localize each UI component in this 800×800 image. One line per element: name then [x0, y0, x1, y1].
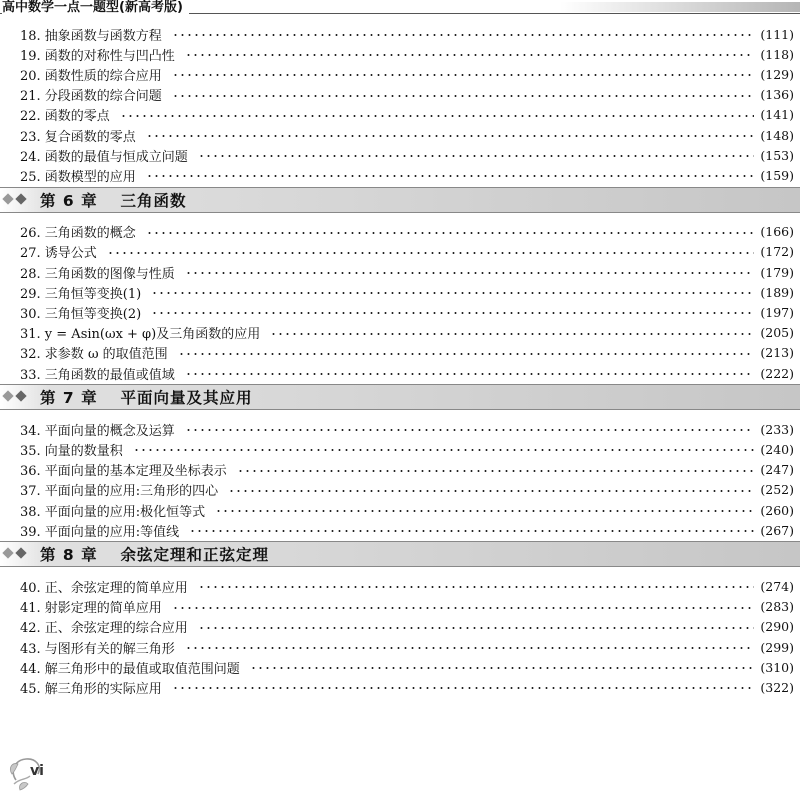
toc-entry-label: 41. 射影定理的简单应用: [20, 601, 162, 617]
toc-entry-label: 38. 平面向量的应用:极化恒等式: [20, 504, 206, 520]
toc-entry[interactable]: [20, 576, 794, 596]
dot-leader: [185, 54, 755, 56]
toc-entry-page: (267): [760, 522, 794, 538]
dot-leader: [172, 687, 755, 689]
toc-entry[interactable]: [20, 222, 794, 242]
toc-entry-label: 23. 复合函数的零点: [20, 129, 136, 145]
dot-leader: [172, 74, 755, 76]
dot-leader: [228, 490, 754, 492]
toc-entry[interactable]: [20, 44, 794, 64]
toc-entry-label: 34. 平面向量的概念及运算: [20, 423, 175, 439]
toc-entry-page: (310): [760, 659, 794, 675]
dot-leader: [198, 627, 755, 629]
chapter-heading: [0, 541, 800, 567]
toc-entry-label: 30. 三角恒等变换(2): [20, 306, 142, 322]
diamond-bullet-icon: [0, 187, 40, 213]
dot-leader: [133, 449, 755, 451]
toc-entry[interactable]: [20, 282, 794, 302]
toc-entry-label: 42. 正、余弦定理的综合应用: [20, 621, 188, 637]
toc-entry[interactable]: [20, 657, 794, 677]
toc-entry[interactable]: [20, 262, 794, 282]
toc-entry-page: (129): [760, 66, 794, 82]
toc-entry-label: 40. 正、余弦定理的简单应用: [20, 580, 188, 596]
dot-leader: [185, 272, 755, 274]
dot-leader: [107, 252, 755, 254]
toc-entry-page: (136): [760, 87, 794, 103]
dot-leader: [151, 292, 754, 294]
toc-entry-label: 26. 三角函数的概念: [20, 226, 136, 242]
toc-entry-label: 29. 三角恒等变换(1): [20, 286, 142, 302]
toc-entry-label: 35. 向量的数量积: [20, 443, 123, 459]
toc-entry-page: (148): [760, 127, 794, 143]
chapter-title: 第 6 章 三角函数: [40, 191, 187, 210]
dot-leader: [270, 333, 754, 335]
toc-entry-page: (141): [760, 107, 794, 123]
dot-leader: [189, 530, 754, 532]
dot-leader: [172, 34, 755, 36]
toc-entry-label: 43. 与图形有关的解三角形: [20, 641, 175, 657]
dot-leader: [198, 155, 755, 157]
dot-leader: [172, 95, 755, 97]
chapter-heading: [0, 384, 800, 410]
toc-entry-label: 32. 求参数 ω 的取值范围: [20, 347, 168, 363]
toc-entry-page: (179): [760, 264, 794, 280]
toc-entry[interactable]: [20, 125, 794, 145]
toc-entry-label: 21. 分段函数的综合问题: [20, 89, 162, 105]
toc-entry-page: (290): [760, 619, 794, 635]
toc-entry-label: 31. y = Asin(ωx + φ)及三角函数的应用: [20, 327, 261, 343]
toc-entry-page: (233): [760, 421, 794, 437]
diamond-bullet-icon: [0, 541, 40, 567]
toc-entry[interactable]: [20, 24, 794, 44]
toc-entry-page: (118): [760, 46, 794, 62]
page-number: vi: [30, 763, 44, 779]
toc-entry[interactable]: [20, 460, 794, 480]
dot-leader: [172, 607, 755, 609]
toc-entry-page: (111): [760, 26, 794, 42]
book-title: 高中数学一点一题型(新高考版): [2, 0, 189, 15]
chapter-title: 第 7 章 平面向量及其应用: [40, 389, 253, 408]
toc-entry[interactable]: [20, 520, 794, 540]
dot-leader: [237, 470, 755, 472]
toc-entry-page: (222): [760, 365, 794, 381]
dot-leader: [250, 667, 755, 669]
dot-leader: [178, 353, 755, 355]
toc-entry-label: 20. 函数性质的综合应用: [20, 68, 162, 84]
dot-leader: [120, 115, 755, 117]
toc-entry-page: (197): [760, 304, 794, 320]
toc-entry-page: (322): [760, 679, 794, 695]
toc-entry-page: (153): [760, 147, 794, 163]
toc-entry[interactable]: [20, 64, 794, 84]
toc-entry-label: 28. 三角函数的图像与性质: [20, 266, 175, 282]
toc-entry-label: 36. 平面向量的基本定理及坐标表示: [20, 464, 227, 480]
dot-leader: [146, 135, 755, 137]
toc-entry-page: (172): [760, 244, 794, 260]
toc-entry-label: 37. 平面向量的应用:三角形的四心: [20, 484, 219, 500]
toc-entry[interactable]: [20, 677, 794, 697]
toc-entry[interactable]: [20, 165, 794, 185]
dot-leader: [185, 429, 755, 431]
toc-entry-label: 45. 解三角形的实际应用: [20, 681, 162, 697]
toc-entry[interactable]: [20, 597, 794, 617]
toc-entry-page: (274): [760, 578, 794, 594]
chapter-heading: [0, 187, 800, 213]
toc-entry-page: (159): [760, 167, 794, 183]
toc-entry-label: 39. 平面向量的应用:等值线: [20, 524, 180, 540]
toc-entry-page: (283): [760, 599, 794, 615]
toc-entry-label: 18. 抽象函数与函数方程: [20, 28, 162, 44]
toc-entry-label: 19. 函数的对称性与凹凸性: [20, 48, 175, 64]
toc-entry[interactable]: [20, 637, 794, 657]
toc-entry[interactable]: [20, 85, 794, 105]
toc-entry[interactable]: [20, 242, 794, 262]
toc-entry-page: (252): [760, 482, 794, 498]
header-decoration: [560, 2, 800, 12]
toc-entry-label: 22. 函数的零点: [20, 109, 110, 125]
toc-entry-label: 24. 函数的最值与恒成立问题: [20, 149, 188, 165]
toc-entry[interactable]: [20, 617, 794, 637]
toc-entry-page: (240): [760, 441, 794, 457]
toc-entry-page: (166): [760, 224, 794, 240]
dot-leader: [151, 312, 754, 314]
toc-entry-label: 25. 函数模型的应用: [20, 169, 136, 185]
dot-leader: [146, 232, 755, 234]
toc-entry-page: (247): [760, 462, 794, 478]
toc-entry-label: 44. 解三角形中的最值或取值范围问题: [20, 661, 240, 677]
dot-leader: [146, 175, 755, 177]
toc-entry[interactable]: [20, 500, 794, 520]
toc-entry[interactable]: [20, 145, 794, 165]
toc-entry-page: (205): [760, 325, 794, 341]
dot-leader: [185, 647, 755, 649]
dot-leader: [215, 510, 754, 512]
toc-entry[interactable]: [20, 363, 794, 383]
toc-entry-page: (189): [760, 284, 794, 300]
dot-leader: [185, 373, 755, 375]
toc-entry-label: 27. 诱导公式: [20, 246, 97, 262]
chapter-title: 第 8 章 余弦定理和正弦定理: [40, 546, 269, 565]
toc-entry-label: 33. 三角函数的最值或值域: [20, 367, 175, 383]
toc-entry-page: (213): [760, 345, 794, 361]
diamond-bullet-icon: [0, 384, 40, 410]
toc-entry-page: (260): [760, 502, 794, 518]
dot-leader: [198, 586, 755, 588]
toc-entry[interactable]: [20, 439, 794, 459]
toc-entry[interactable]: [20, 480, 794, 500]
toc-entry[interactable]: [20, 343, 794, 363]
toc-entry[interactable]: [20, 105, 794, 125]
toc-entry[interactable]: [20, 323, 794, 343]
toc-entry-page: (299): [760, 639, 794, 655]
toc-entry[interactable]: [20, 302, 794, 322]
toc-entry[interactable]: [20, 419, 794, 439]
